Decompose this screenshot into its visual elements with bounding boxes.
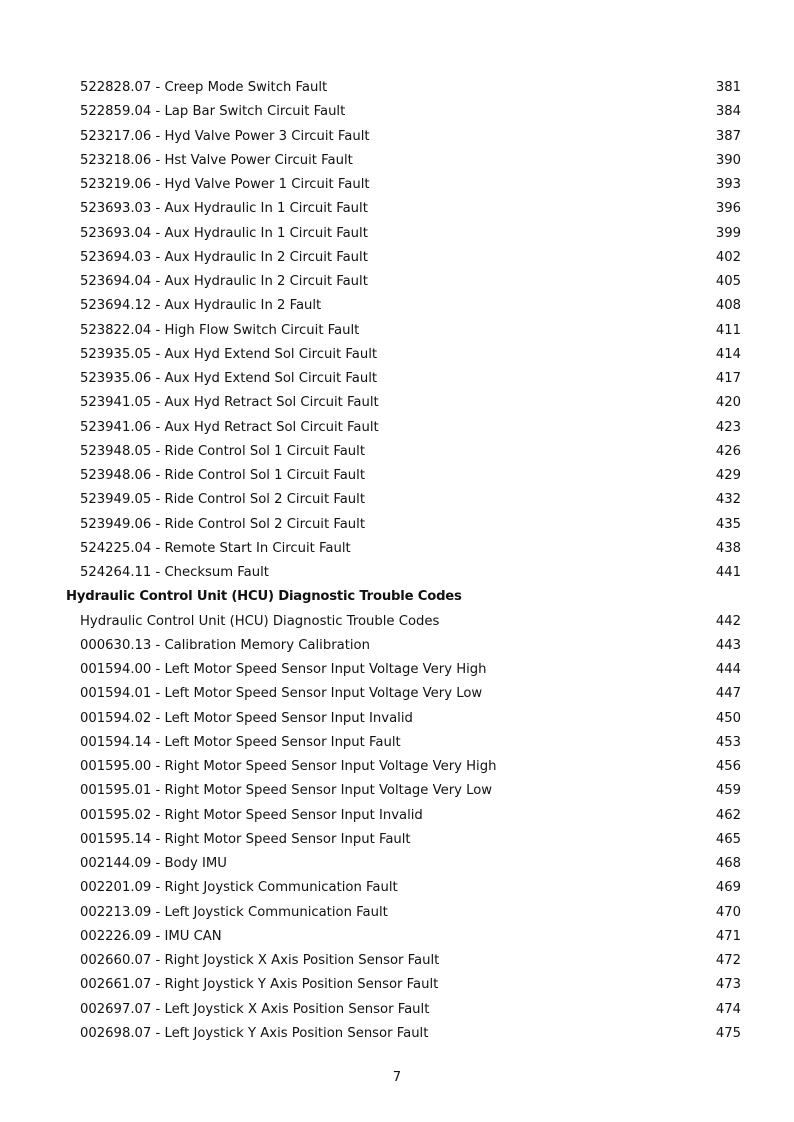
toc-entry-title: 523217.06 - Hyd Valve Power 3 Circuit Fault (80, 128, 370, 144)
toc-entry-title: 001594.01 - Left Motor Speed Sensor Input Voltage Very Low (80, 686, 483, 702)
toc-entry[interactable] (0, 440, 794, 464)
toc-entry-title: 523694.04 - Aux Hydraulic In 2 Circuit Fault (80, 274, 368, 289)
toc-entry[interactable] (0, 682, 794, 706)
toc-entry-page: 384 (715, 104, 741, 120)
toc-entry-page: 435 (715, 516, 741, 532)
toc-entry[interactable] (0, 998, 794, 1022)
toc-entry-page: 423 (715, 419, 741, 435)
toc-entry[interactable] (0, 731, 794, 755)
toc-entry-title: 002697.07 - Left Joystick X Axis Position Sensor Fault (80, 1001, 430, 1017)
toc-entry-page: 469 (715, 880, 741, 896)
toc-entry[interactable] (0, 391, 794, 415)
toc-entry[interactable] (0, 488, 794, 512)
toc-entry[interactable] (0, 949, 794, 973)
toc-entry[interactable] (0, 561, 794, 585)
toc-entry-title: 523941.05 - Aux Hyd Retract Sol Circuit Fault (80, 395, 379, 411)
toc-entry[interactable] (0, 416, 794, 440)
toc-entry-title: 522859.04 - Lap Bar Switch Circuit Fault (80, 104, 346, 120)
toc-entry-title: 002144.09 - Body IMU (80, 856, 227, 871)
toc-entry-page: 450 (715, 710, 741, 726)
toc-entry[interactable] (0, 876, 794, 900)
toc-entry-page: 399 (715, 225, 741, 241)
toc-entry-page: 405 (715, 274, 741, 289)
toc-entry-title: Hydraulic Control Unit (HCU) Diagnostic Trouble Codes (66, 589, 462, 605)
toc-entry-title: 524225.04 - Remote Start In Circuit Fault (80, 540, 351, 556)
toc-entry[interactable] (0, 270, 794, 294)
toc-entry-title: 523935.05 - Aux Hyd Extend Sol Circuit Fault (80, 346, 378, 362)
toc-entry[interactable] (0, 343, 794, 367)
toc-entry-page: 408 (715, 298, 741, 314)
toc-entry-page: 474 (715, 1001, 741, 1017)
toc-entry-title: 523935.06 - Aux Hyd Extend Sol Circuit Fault (80, 371, 378, 386)
toc-entry-page: 459 (715, 783, 741, 799)
toc-entry-page: 426 (715, 443, 741, 459)
toc-entry-title: 523693.03 - Aux Hydraulic In 1 Circuit Fault (80, 201, 368, 217)
toc-entry-page: 420 (715, 395, 741, 411)
table-of-contents (0, 76, 794, 1046)
toc-entry-page: 468 (715, 856, 741, 871)
toc-entry-title: 002201.09 - Right Joystick Communication Fault (80, 880, 398, 896)
toc-entry-title: 000630.13 - Calibration Memory Calibration (80, 637, 370, 653)
toc-entry[interactable] (0, 513, 794, 537)
toc-entry-title: 523822.04 - High Flow Switch Circuit Fault (80, 322, 360, 338)
toc-entry-page: 453 (715, 734, 741, 750)
toc-entry-page: 390 (715, 152, 741, 168)
toc-entry[interactable] (0, 658, 794, 682)
toc-entry[interactable] (0, 779, 794, 803)
toc-entry-page: 442 (715, 613, 741, 629)
toc-entry[interactable] (0, 464, 794, 488)
toc-entry-title: 002226.09 - IMU CAN (80, 928, 222, 944)
toc-entry[interactable] (0, 537, 794, 561)
toc-entry-title: 523949.06 - Ride Control Sol 2 Circuit Fault (80, 516, 365, 532)
toc-entry[interactable] (0, 973, 794, 997)
toc-entry-page: 381 (715, 80, 741, 95)
toc-entry-title: 001594.02 - Left Motor Speed Sensor Input Invalid (80, 710, 413, 726)
toc-entry[interactable] (0, 707, 794, 731)
toc-entry-title: 523219.06 - Hyd Valve Power 1 Circuit Fault (80, 177, 370, 192)
toc-entry-page: 411 (715, 322, 741, 338)
toc-entry-title: 001595.00 - Right Motor Speed Sensor Input Voltage Very High (80, 759, 497, 774)
toc-entry-title: 002213.09 - Left Joystick Communication Fault (80, 904, 388, 920)
toc-entry-page: 393 (715, 177, 741, 192)
toc-entry-title: 523949.05 - Ride Control Sol 2 Circuit Fault (80, 492, 365, 508)
page-number: 7 (392, 1070, 402, 1085)
toc-entry[interactable] (0, 319, 794, 343)
toc-section-heading (0, 585, 794, 609)
toc-entry-page: 432 (715, 492, 741, 508)
toc-entry[interactable] (0, 294, 794, 318)
toc-entry-page: 475 (715, 1025, 741, 1041)
toc-entry-title: 524264.11 - Checksum Fault (80, 565, 269, 580)
toc-entry[interactable] (0, 222, 794, 246)
toc-entry[interactable] (0, 173, 794, 197)
toc-entry[interactable] (0, 755, 794, 779)
toc-entry-page: 472 (715, 953, 741, 968)
toc-entry-title: 001594.14 - Left Motor Speed Sensor Input Fault (80, 734, 401, 750)
toc-entry-title: 523218.06 - Hst Valve Power Circuit Fault (80, 152, 353, 168)
toc-entry-title: 523694.12 - Aux Hydraulic In 2 Fault (80, 298, 322, 314)
toc-entry-title: 002698.07 - Left Joystick Y Axis Position Sensor Fault (80, 1025, 429, 1041)
toc-entry[interactable] (0, 634, 794, 658)
toc-entry-page: 441 (715, 565, 741, 580)
toc-entry-title: Hydraulic Control Unit (HCU) Diagnostic Trouble Codes (80, 613, 440, 629)
toc-entry-title: 002660.07 - Right Joystick X Axis Position Sensor Fault (80, 953, 440, 968)
toc-entry-page: 417 (715, 371, 741, 386)
toc-entry-title: 001595.01 - Right Motor Speed Sensor Input Voltage Very Low (80, 783, 493, 799)
toc-entry-title: 523941.06 - Aux Hyd Retract Sol Circuit Fault (80, 419, 379, 435)
toc-entry-page: 473 (715, 977, 741, 993)
toc-entry-title: 002661.07 - Right Joystick Y Axis Position Sensor Fault (80, 977, 439, 993)
toc-entry[interactable] (0, 828, 794, 852)
toc-entry-page: 429 (715, 468, 741, 483)
toc-entry[interactable] (0, 246, 794, 270)
toc-entry-page: 387 (715, 128, 741, 144)
toc-entry-page: 444 (715, 662, 741, 677)
toc-entry-page: 462 (715, 807, 741, 823)
toc-entry[interactable] (0, 925, 794, 949)
toc-entry-title: 522828.07 - Creep Mode Switch Fault (80, 80, 328, 95)
toc-entry-page: 471 (715, 928, 741, 944)
toc-entry[interactable] (0, 100, 794, 124)
toc-entry-title: 523694.03 - Aux Hydraulic In 2 Circuit Fault (80, 249, 368, 265)
toc-entry-title: 523948.06 - Ride Control Sol 1 Circuit Fault (80, 468, 365, 483)
toc-entry[interactable] (0, 367, 794, 391)
toc-entry[interactable] (0, 852, 794, 876)
toc-entry-title: 001594.00 - Left Motor Speed Sensor Input Voltage Very High (80, 662, 487, 677)
toc-entry-page: 402 (715, 249, 741, 265)
toc-entry-page: 465 (715, 831, 741, 847)
toc-entry[interactable] (0, 149, 794, 173)
toc-entry[interactable] (0, 901, 794, 925)
toc-entry-page: 438 (715, 540, 741, 556)
toc-entry[interactable] (0, 804, 794, 828)
toc-entry-title: 523948.05 - Ride Control Sol 1 Circuit Fault (80, 443, 365, 459)
toc-entry[interactable] (0, 610, 794, 634)
toc-entry-page: 447 (715, 686, 741, 702)
toc-entry-page: 470 (715, 904, 741, 920)
toc-entry-title: 001595.02 - Right Motor Speed Sensor Input Invalid (80, 807, 423, 823)
toc-entry-page: 456 (715, 759, 741, 774)
toc-entry-title: 001595.14 - Right Motor Speed Sensor Input Fault (80, 831, 411, 847)
toc-entry[interactable] (0, 1022, 794, 1046)
toc-entry[interactable] (0, 76, 794, 100)
toc-entry[interactable] (0, 197, 794, 221)
toc-entry[interactable] (0, 125, 794, 149)
toc-entry-page: 414 (715, 346, 741, 362)
toc-entry-page: 396 (715, 201, 741, 217)
toc-entry-page: 443 (715, 637, 741, 653)
toc-entry-title: 523693.04 - Aux Hydraulic In 1 Circuit Fault (80, 225, 368, 241)
